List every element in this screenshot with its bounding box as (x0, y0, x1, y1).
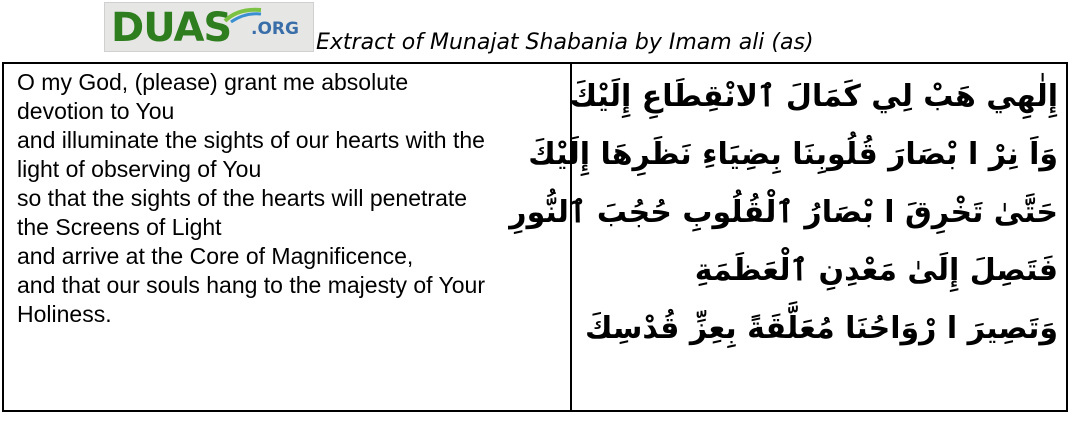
arabic-line: فَتَصِلَ إِلَىٰ مَعْدِنِ ٱلْعَظَمَةِ (694, 253, 1058, 288)
english-line: devotion to You (17, 98, 175, 124)
translation-table (2, 62, 1068, 412)
english-column (17, 68, 567, 329)
english-line: O my God, (please) grant me absolute (17, 69, 409, 95)
arabic-line: وَاَ نِرْ ا بْصَارَ قُلُوبِنَا بِضِيَاءِ نَظَرِهَا إِلَيْكَ (528, 137, 1058, 172)
arabic-column (509, 68, 1058, 358)
logo-suffix-text: .ORG (251, 19, 299, 39)
english-line: light of observing of You (17, 156, 262, 182)
english-line: the Screens of Light (17, 214, 222, 240)
english-line: so that the sights of the hearts will penetrate (17, 185, 468, 211)
logo-brand-text: DUAS (111, 5, 232, 51)
arabic-line: وَتَصِيرَ ا رْوَاحُنَا مُعَلَّقَةً بِعِزِّ قُدْسِكَ (584, 311, 1058, 346)
page-title: Extract of Munajat Shabania by Imam ali (as) (316, 30, 814, 55)
english-line: Holiness. (17, 301, 112, 327)
english-line: and that our souls hang to the majesty of Your (17, 272, 485, 298)
english-line: and arrive at the Core of Magnificence, (17, 243, 414, 269)
arabic-line: حَتَّىٰ تَخْرِقَ ا بْصَارُ ٱلْقُلُوبِ حُجُبَ ٱلنُّورِ (509, 195, 1058, 230)
english-line: and illuminate the sights of our hearts with the (17, 127, 485, 153)
duas-logo[interactable] (104, 2, 314, 52)
arabic-line: إِلٰهِي هَبْ لِي كَمَالَ ٱلانْقِطَاعِ إِلَيْكَ (569, 79, 1058, 114)
